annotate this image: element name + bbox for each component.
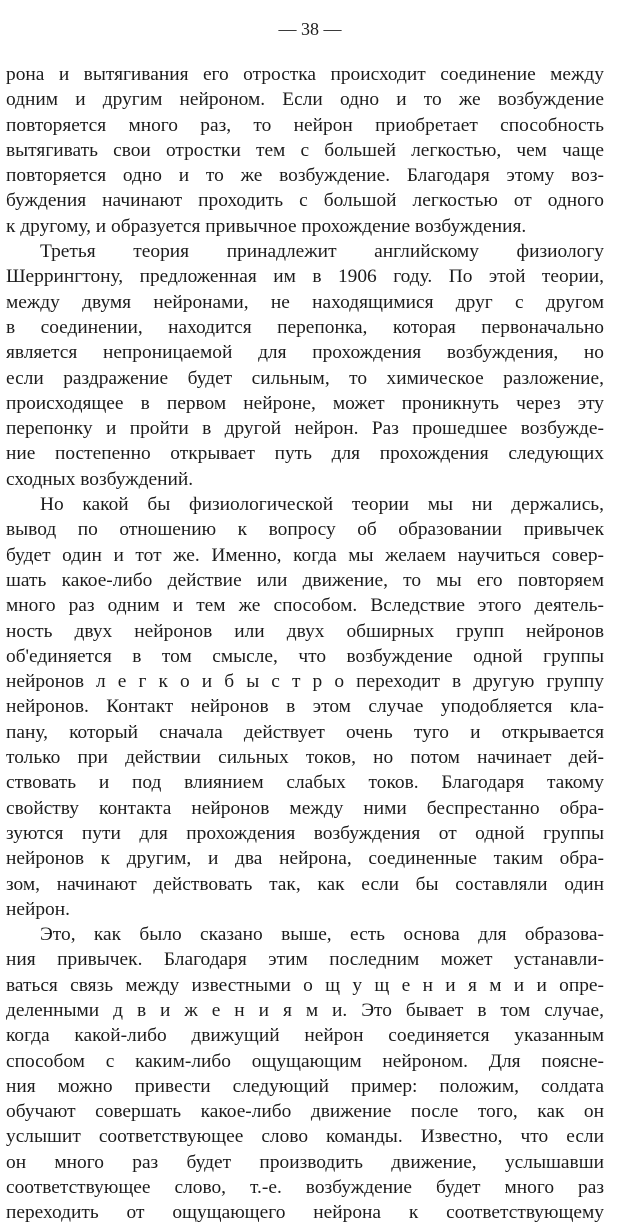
text-line: свойству контакта нейронов между ними беспрестанно обра- [6,797,604,819]
text-line: Это, как было сказано выше, есть основа для образова- [40,924,604,946]
text-line: Но какой бы физиологической теории мы ни держались, [40,494,604,516]
text-line: повторяется одно и то же возбуждение. Благодаря этому воз- [6,165,604,187]
text-line: соответствующее слово, т.-е. возбуждение будет много раз [6,1177,604,1199]
text-line: нейронов к другим, и два нейрона, соединенные таким обра- [6,848,604,870]
text-line: ствовать и под влиянием слабых токов. Благодаря такому [6,772,604,794]
text-line: ние постепенно открывает путь для прохождения следующих [6,443,604,465]
text-line: зуются пути для прохождения возбуждения от одной группы [6,822,604,844]
text-line: зом, начинают действовать так, как если бы составляли один [6,873,604,895]
text-line: шать какое-либо действие или движение, то мы его повторяем [6,569,604,591]
text-line: вывод по отношению к вопросу об образовании привычек [6,519,604,541]
text-line: рона и вытягивания его отростка происходит соединение между [6,64,604,85]
text-line: пану, который сначала действует очень туго и открывается [6,721,604,743]
text-line: одним и другим нейроном. Если одно и то же возбуждение [6,89,604,111]
text-line: деленными д в и ж е н и я м и. Это бывает в том случае, [6,999,604,1021]
text-line: ваться связь между известными о щ у щ е н и я м и и опре- [6,974,604,996]
text-line: сходных возбуждений. [6,468,194,490]
text-line: услышит соответствующее слово команды. Известно, что если [6,1126,604,1148]
text-line: нейронов. Контакт нейронов в этом случае уподобляется кла- [6,696,604,718]
text-line: нейрон. [6,898,70,920]
body-text [6,62,604,1226]
text-line: если раздражение будет сильным, то химическое разложение, [6,367,604,389]
text-line: Третья теория принадлежит английскому физиологу [40,241,604,263]
text-line: перепонку и пройти в другой нейрон. Раз прошедшее возбужде- [6,418,604,440]
text-line: об'единяется в том смысле, что возбуждение одной группы [6,645,604,667]
text-line: много раз одним и тем же способом. Вследствие этого деятель- [6,595,604,617]
text-line: переходить от ощущающего нейрона к соответствующему [6,1202,604,1224]
text-line: в соединении, находится перепонка, которая первоначально [6,316,604,338]
text-line: когда какой-либо движущий нейрон соединяется указанным [6,1025,604,1047]
text-line: происходящее в первом нейроне, может проникнуть через эту [6,392,604,414]
text-line: ния привычек. Благодаря этим последним может устанавли- [6,949,604,971]
text-line: ность двух нейронов или двух обширных групп нейронов [6,620,604,642]
text-line: способом с каким-либо ощущающим нейроном. Для поясне- [6,1050,604,1072]
text-line: повторяется много раз, то нейрон приобретает способность [6,114,604,136]
text-line: вытягивать свои отростки тем с большей легкостью, чем чаще [6,139,604,161]
text-line: обучают совершать какое-либо движение после того, как он [6,1101,604,1123]
text-line: буждения начинают проходить с большой легкостью от одного [6,190,604,212]
text-line: нейронов л е г к о и б ы с т р о переходит в другую группу [6,671,604,693]
text-line: к другому, и образуется привычное прохождение возбуждения. [6,215,527,237]
text-line: только при действии сильных токов, но потом начинает дей- [6,747,604,769]
text-line: будет один и тот же. Именно, когда мы желаем научиться совер- [6,544,604,566]
text-line: он много раз будет производить движение, услышавши [6,1151,604,1173]
text-line: Шеррингтону, предложенная им в 1906 году. По этой теории, [6,266,604,288]
text-line: является непроницаемой для прохождения возбуждения, но [6,342,604,364]
page-number: — 38 — [278,19,342,39]
text-line: ния можно привести следующий пример: положим, солдата [6,1075,604,1097]
text-line: между двумя нейронами, не находящимися друг с другом [6,291,604,313]
